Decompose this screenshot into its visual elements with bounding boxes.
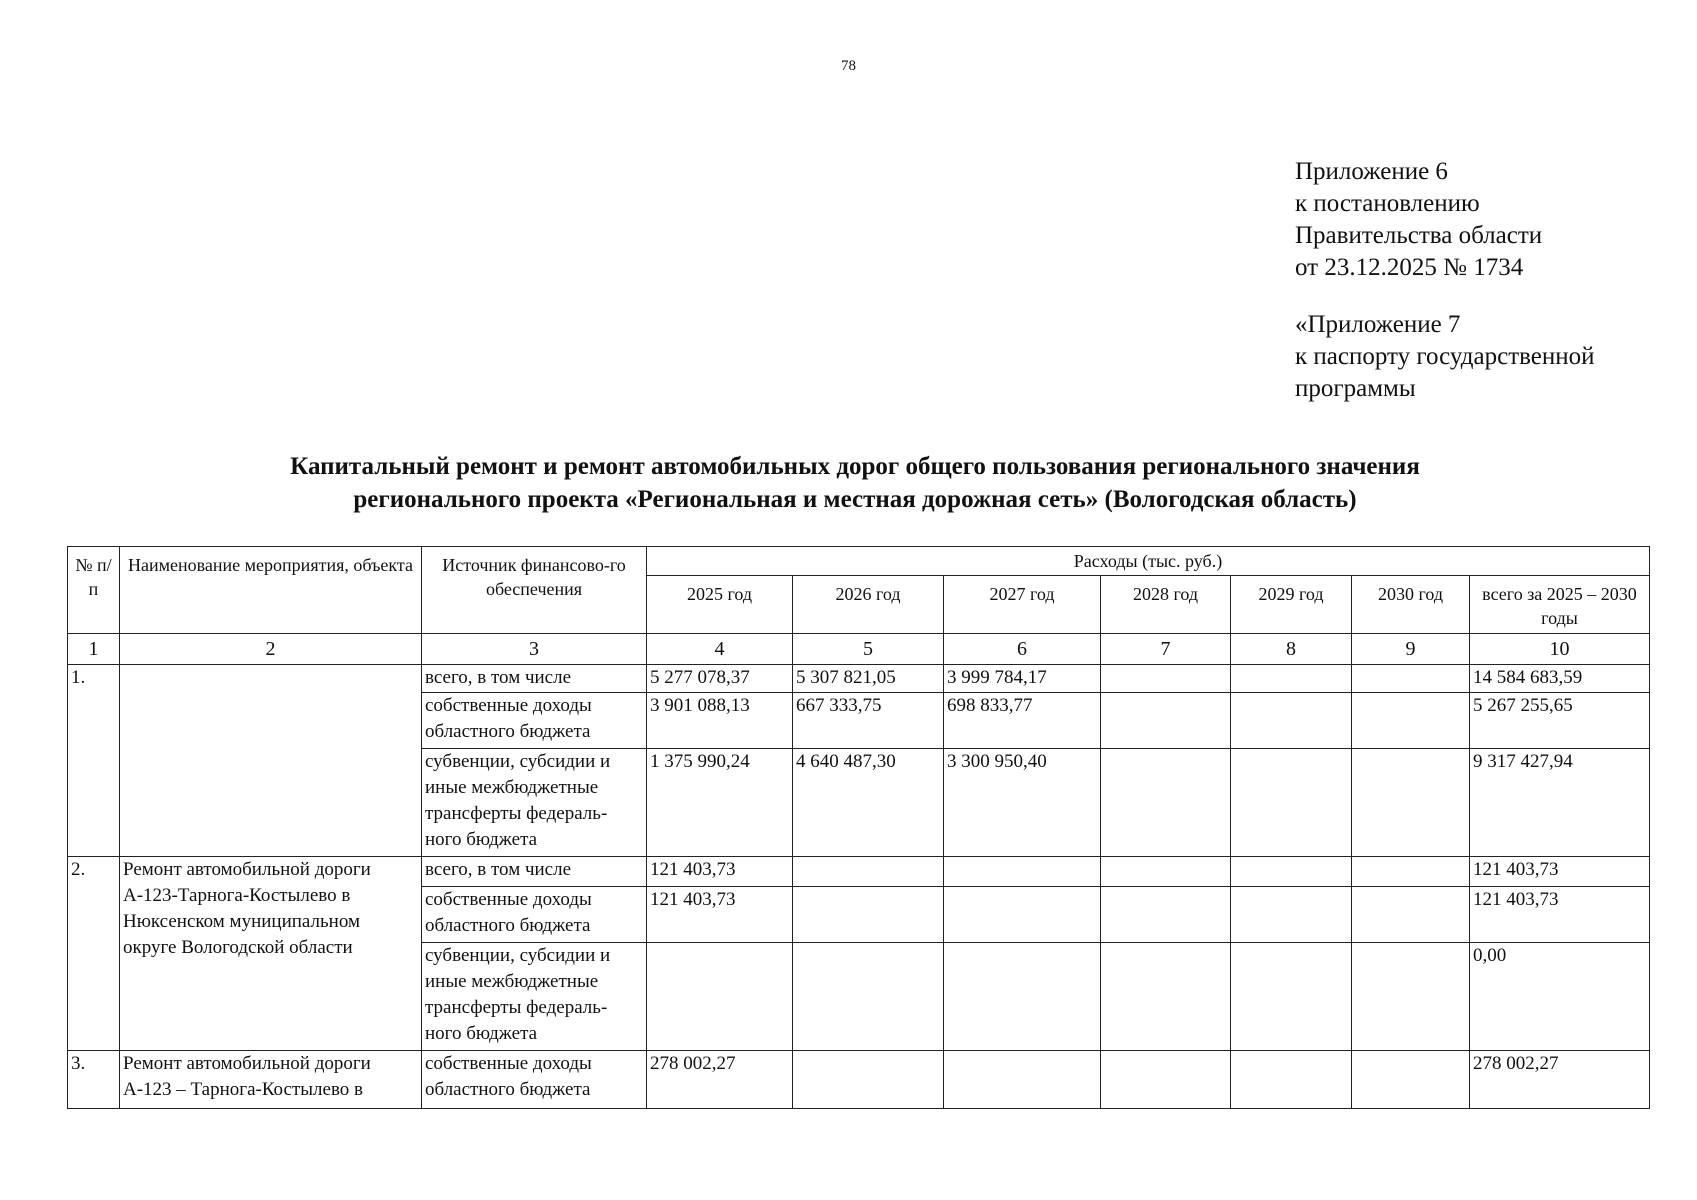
row-num: 2. xyxy=(68,857,120,1051)
row-total: 121 403,73 xyxy=(1470,857,1650,887)
row-value: 1 375 990,24 xyxy=(647,749,793,857)
column-number-row xyxy=(68,634,1650,665)
row-value xyxy=(1231,943,1352,1051)
row-value xyxy=(1352,665,1470,693)
row-value xyxy=(1231,693,1352,749)
row-value xyxy=(1231,1051,1352,1109)
column-number: 8 xyxy=(1231,634,1352,665)
row-value xyxy=(1101,857,1231,887)
column-number: 7 xyxy=(1101,634,1231,665)
row-value xyxy=(944,887,1101,943)
row-value xyxy=(1101,749,1231,857)
table-row xyxy=(68,1051,1650,1109)
table-body xyxy=(68,665,1650,1109)
row-value: 698 833,77 xyxy=(944,693,1101,749)
header-total: всего за 2025 – 2030 годы xyxy=(1470,576,1650,634)
row-value xyxy=(1352,1051,1470,1109)
appendix-line: к постановлению xyxy=(1295,190,1480,217)
row-value xyxy=(1231,665,1352,693)
header-year: 2026 год xyxy=(793,576,944,634)
page-number: 78 xyxy=(841,58,856,74)
row-source: собственные доходы областного бюджета xyxy=(422,887,647,943)
column-number: 10 xyxy=(1470,634,1650,665)
table-row xyxy=(68,665,1650,693)
header-year: 2025 год xyxy=(647,576,793,634)
appendix-sub-line: к паспорту государственной xyxy=(1295,343,1595,370)
appendix-line: Правительства области xyxy=(1295,222,1543,249)
table-row xyxy=(68,857,1650,887)
row-value: 3 300 950,40 xyxy=(944,749,1101,857)
row-total: 5 267 255,65 xyxy=(1470,693,1650,749)
row-value: 3 901 088,13 xyxy=(647,693,793,749)
row-value xyxy=(1231,887,1352,943)
row-value xyxy=(793,887,944,943)
table-header xyxy=(68,547,1650,665)
row-value: 667 333,75 xyxy=(793,693,944,749)
column-number: 3 xyxy=(422,634,647,665)
row-value xyxy=(793,1051,944,1109)
row-source: субвенции, субсидии и иные межбюджетные трансферты федераль-ного бюджета xyxy=(422,943,647,1051)
row-total: 0,00 xyxy=(1470,943,1650,1051)
row-value xyxy=(1231,749,1352,857)
row-total: 121 403,73 xyxy=(1470,887,1650,943)
appendix-line: от 23.12.2025 № 1734 xyxy=(1295,254,1524,281)
header-source: Источник финансово-го обеспечения xyxy=(422,547,647,634)
header-year: 2030 год xyxy=(1352,576,1470,634)
row-value: 4 640 487,30 xyxy=(793,749,944,857)
appendix-sub-line: программы xyxy=(1295,375,1416,402)
header-name: Наименование мероприятия, объекта xyxy=(120,547,422,634)
row-source: собственные доходы областного бюджета xyxy=(422,1051,647,1109)
row-value xyxy=(944,857,1101,887)
row-value xyxy=(1352,857,1470,887)
row-source: собственные доходы областного бюджета xyxy=(422,693,647,749)
row-value xyxy=(1352,749,1470,857)
appendix-line: Приложение 6 xyxy=(1295,158,1448,185)
row-value xyxy=(1352,943,1470,1051)
row-total: 9 317 427,94 xyxy=(1470,749,1650,857)
row-value xyxy=(1101,943,1231,1051)
row-value xyxy=(944,1051,1101,1109)
row-value: 121 403,73 xyxy=(647,857,793,887)
row-source: всего, в том числе xyxy=(422,857,647,887)
row-num: 1. xyxy=(68,665,120,857)
header-year: 2027 год xyxy=(944,576,1101,634)
row-source: всего, в том числе xyxy=(422,665,647,693)
row-value: 5 307 821,05 xyxy=(793,665,944,693)
header-expenses: Расходы (тыс. руб.) xyxy=(647,547,1650,576)
row-value: 121 403,73 xyxy=(647,887,793,943)
header-year: 2029 год xyxy=(1231,576,1352,634)
row-value xyxy=(1352,693,1470,749)
appendix-gap xyxy=(1295,284,1595,309)
appendix-sub-line: «Приложение 7 xyxy=(1295,311,1461,338)
row-name: Ремонт автомобильной дороги А-123-Тарнога-Костылево в Нюксенском муниципальном округе Вологодской области xyxy=(120,857,422,1051)
row-value: 3 999 784,17 xyxy=(944,665,1101,693)
row-source: субвенции, субсидии и иные межбюджетные трансферты федераль-ного бюджета xyxy=(422,749,647,857)
title-line-1: Капитальный ремонт и ремонт автомобильных дорог общего пользования регионального значения xyxy=(290,453,1420,480)
column-number: 1 xyxy=(68,634,120,665)
column-number: 2 xyxy=(120,634,422,665)
document-title xyxy=(150,450,1560,516)
column-number: 5 xyxy=(793,634,944,665)
header-year: 2028 год xyxy=(1101,576,1231,634)
row-value xyxy=(1352,887,1470,943)
header-num: № п/п xyxy=(68,547,120,634)
row-value xyxy=(1101,665,1231,693)
row-name: Ремонт автомобильной дороги А-123 – Тарнога-Костылево в xyxy=(120,1051,422,1109)
title-line-2: регионального проекта «Региональная и местная дорожная сеть» (Вологодская область) xyxy=(353,486,1357,513)
row-total: 278 002,27 xyxy=(1470,1051,1650,1109)
row-value: 5 277 078,37 xyxy=(647,665,793,693)
row-value xyxy=(793,857,944,887)
row-value: 278 002,27 xyxy=(647,1051,793,1109)
row-value xyxy=(944,943,1101,1051)
row-name xyxy=(120,665,422,857)
row-value xyxy=(1101,1051,1231,1109)
row-num: 3. xyxy=(68,1051,120,1109)
row-value xyxy=(1101,693,1231,749)
row-value xyxy=(647,943,793,1051)
row-total: 14 584 683,59 xyxy=(1470,665,1650,693)
row-value xyxy=(1101,887,1231,943)
row-value xyxy=(793,943,944,1051)
row-value xyxy=(1231,857,1352,887)
financing-table xyxy=(67,546,1650,1109)
column-number: 6 xyxy=(944,634,1101,665)
column-number: 9 xyxy=(1352,634,1470,665)
appendix-header xyxy=(1295,156,1595,405)
column-number: 4 xyxy=(647,634,793,665)
